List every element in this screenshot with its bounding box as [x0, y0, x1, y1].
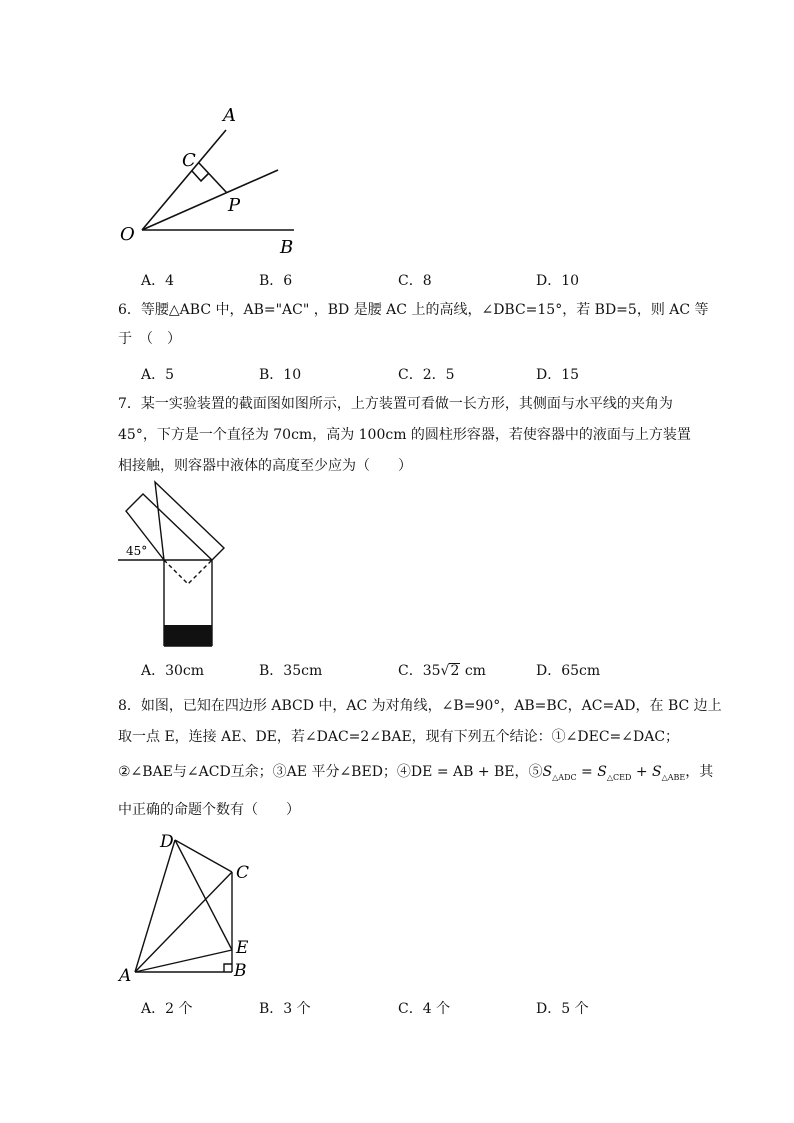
- q5-option-a: A．4: [141, 273, 175, 289]
- q7-option-c-unit: cm: [464, 663, 486, 679]
- q8-line-2: 取一点 E，连接 AE、DE，若∠DAC=2∠BAE，现有下列五个结论：①∠DEC=∠DAC；: [118, 729, 680, 745]
- q8-eq: =: [576, 764, 598, 780]
- label-c: C: [182, 150, 196, 171]
- q7-line-3: 相接触，则容器中液体的高度至少应为（ ）: [118, 458, 412, 474]
- q8-line-3-text: ②∠BAE与∠ACD互余；③AE 平分∠BED；④DE = AB + BE，⑤: [118, 764, 543, 780]
- q5-option-c: C．8: [398, 273, 432, 289]
- q8-line-1: 8．如图，已知在四边形 ABCD 中，AC 为对角线，∠B=90°，AB=BC，AC=AD，在 BC 边上: [118, 698, 722, 714]
- label-o: O: [120, 224, 135, 245]
- q8-area-s1: S: [542, 764, 553, 780]
- ray-oa: [142, 130, 226, 230]
- q6-option-c: C．2．5: [398, 367, 455, 383]
- q8-area-s3: S: [652, 764, 662, 780]
- figure-angle-opb: [110, 100, 310, 260]
- q7-line-2: 45°，下方是一个直径为 70cm，高为 100cm 的圆柱形容器，若使容器中的液面与上方装置: [118, 427, 691, 443]
- label-c: C: [236, 863, 250, 883]
- q8-area-s2-sub: △CED: [606, 772, 632, 782]
- label-e: E: [236, 938, 249, 958]
- q8-line-3-end: ，其: [685, 764, 714, 780]
- liquid-fill: [164, 625, 212, 646]
- q7-option-b: B．35cm: [259, 663, 323, 679]
- q5-option-d: D．10: [536, 273, 580, 289]
- q8-area-s3-sub: △ABE: [661, 772, 686, 782]
- q8-line-3: [118, 762, 713, 788]
- right-angle-mark-c: [192, 171, 209, 181]
- q8-area-s1-sub: △ADC: [552, 772, 577, 782]
- q7-option-c-prefix: C．35: [398, 663, 441, 679]
- q6-line-1: 6．等腰△ABC 中，AB="AC" ，BD 是腰 AC 上的高线，∠DBC=15°，若 BD=5，则 AC 等: [118, 302, 709, 318]
- label-d: D: [160, 832, 174, 852]
- q6-option-a: A．5: [141, 367, 175, 383]
- q8-line-4: 中正确的命题个数有（ ）: [118, 802, 300, 818]
- label-b: B: [234, 961, 247, 981]
- q7-option-d: D．65cm: [536, 663, 601, 679]
- figure-quadrilateral-abcd: [115, 830, 265, 990]
- q6-option-d: D．15: [536, 367, 580, 383]
- q8-option-b: B．3 个: [259, 1001, 311, 1017]
- figure-experiment-device: [118, 478, 228, 650]
- q8-plus: +: [631, 764, 653, 780]
- label-a: A: [119, 966, 132, 986]
- q7-option-c: C．35√2 cm: [398, 663, 486, 679]
- label-p: P: [228, 195, 241, 216]
- segment-ae: [135, 950, 232, 972]
- q7-option-c-radicand: 2: [450, 663, 460, 679]
- q7-line-1: 7．某一实验装置的截面图如图所示，上方装置可看做一长方形，其侧面与水平线的夹角为: [118, 396, 673, 412]
- label-b: B: [280, 237, 294, 258]
- q8-option-a: A．2 个: [141, 1001, 193, 1017]
- q7-option-a: A．30cm: [141, 663, 205, 679]
- ray-op: [142, 170, 278, 230]
- angle-label: 45°: [126, 544, 148, 558]
- q8-area-s2: S: [597, 764, 607, 780]
- q8-option-d: D．5 个: [536, 1001, 589, 1017]
- right-angle-mark-b: [224, 964, 232, 972]
- label-a: A: [223, 105, 236, 126]
- q8-option-c: C．4 个: [398, 1001, 451, 1017]
- q5-option-b: B．6: [259, 273, 293, 289]
- q6-line-2: 于 （ ）: [118, 331, 181, 347]
- q6-option-b: B．10: [259, 367, 302, 383]
